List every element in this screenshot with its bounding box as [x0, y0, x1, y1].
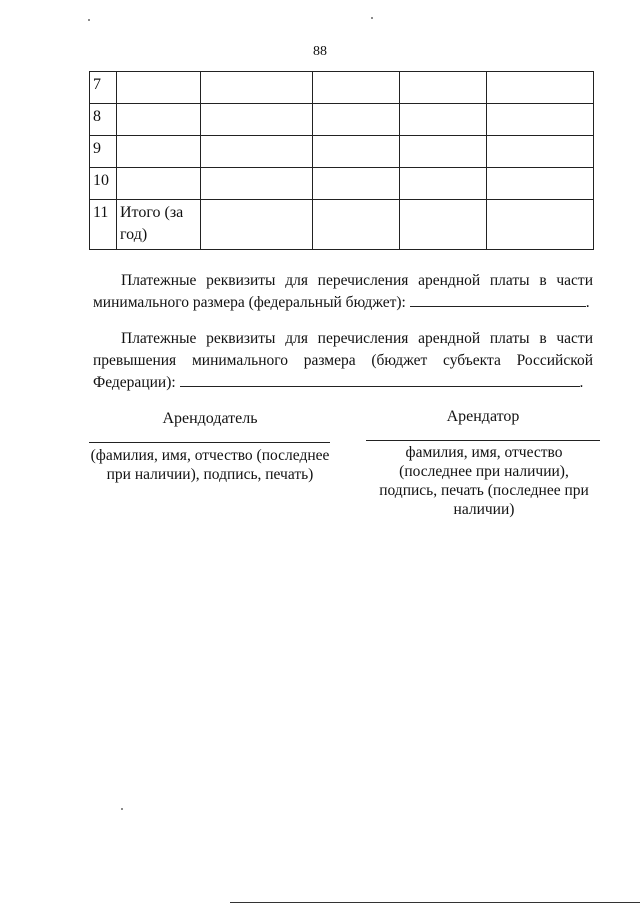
- scan-speck: [88, 19, 90, 21]
- table-cell: [313, 200, 400, 250]
- federal-payment-text: Платежные реквизиты для перечисления арендной платы в части минимального размера (федеральный бюджет):: [93, 272, 593, 311]
- table-cell: [487, 104, 594, 136]
- lessor-signature-line: [89, 442, 330, 443]
- lessor-signature-note: (фамилия, имя, отчество (последнее при наличии), подпись, печать): [90, 447, 330, 483]
- lessor-title: Арендодатель: [162, 410, 258, 427]
- row-number-cell: 8: [90, 104, 117, 136]
- table-cell: [201, 136, 313, 168]
- row-label-cell: [117, 168, 201, 200]
- table-cell: [201, 168, 313, 200]
- federal-payment-paragraph: [93, 270, 593, 314]
- lessee-signature-line: [366, 440, 600, 441]
- lessee-signature-note: фамилия, имя, отчество (последнее при наличии), подпись, печать (последнее при наличии): [379, 444, 589, 518]
- table-cell: [400, 104, 487, 136]
- table-cell: [487, 168, 594, 200]
- row-number-cell: 11: [90, 200, 117, 250]
- page-number: 88: [313, 44, 327, 59]
- table-row: [90, 104, 594, 136]
- table-cell: [400, 136, 487, 168]
- table-cell: [400, 200, 487, 250]
- table-cell: [400, 168, 487, 200]
- regional-payment-end: .: [579, 374, 584, 391]
- federal-payment-end: .: [585, 294, 590, 311]
- table-cell: [487, 72, 594, 104]
- rent-table: [89, 71, 594, 250]
- row-number-cell: 7: [90, 72, 117, 104]
- table-cell: [313, 72, 400, 104]
- regional-payment-text: Платежные реквизиты для перечисления арендной платы в части превышения минимального размера (бюджет субъекта Российской Федерации):: [93, 330, 593, 391]
- table-row: [90, 136, 594, 168]
- row-label-cell: [117, 104, 201, 136]
- table-cell: [487, 200, 594, 250]
- lessee-title: Арендатор: [446, 408, 520, 425]
- row-label-cell: Итого (за год): [117, 200, 201, 250]
- table-cell: [313, 136, 400, 168]
- table-row: [90, 168, 594, 200]
- table-row: [90, 72, 594, 104]
- regional-payment-paragraph: [93, 328, 593, 394]
- table-cell: [201, 200, 313, 250]
- table-cell: [313, 168, 400, 200]
- row-number-cell: 9: [90, 136, 117, 168]
- federal-payment-blank: [410, 292, 586, 307]
- table-cell: [313, 104, 400, 136]
- regional-payment-blank: [180, 372, 580, 387]
- scan-speck: [371, 17, 373, 19]
- table-cell: [487, 136, 594, 168]
- row-label-cell: [117, 136, 201, 168]
- scan-speck: [121, 808, 123, 810]
- table-cell: [201, 72, 313, 104]
- page-bottom-edge: [230, 902, 640, 903]
- table-cell: [201, 104, 313, 136]
- row-number-cell: 10: [90, 168, 117, 200]
- table-cell: [400, 72, 487, 104]
- table-row-total: [90, 200, 594, 250]
- row-label-cell: [117, 72, 201, 104]
